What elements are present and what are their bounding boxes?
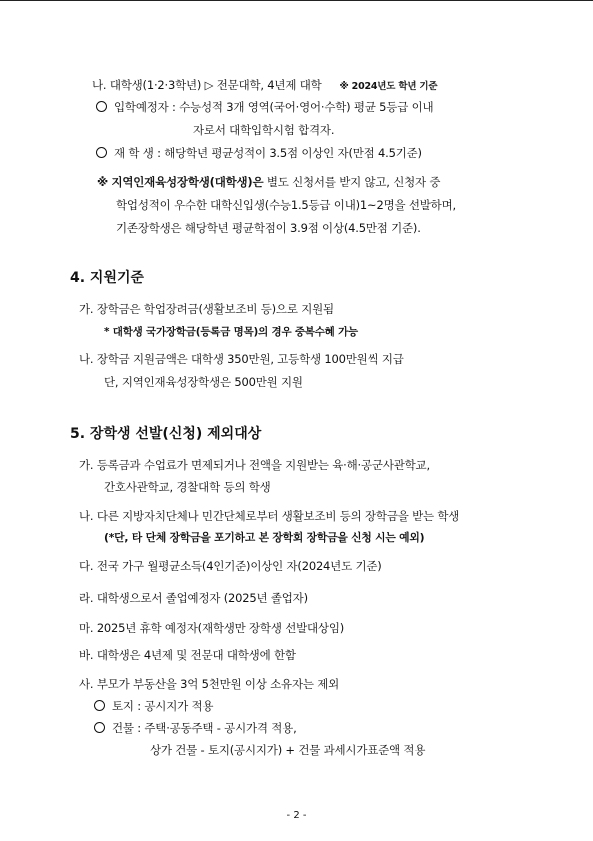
university-title: 나. 대학생(1·2·3학년) ▷ 전문대학, 4년제 대학 (92, 78, 322, 92)
top-rule (0, 0, 593, 1)
building-line2: 상가 건물 - 토지(공시지가) + 건물 과세시가표준액 적용 (150, 743, 426, 757)
note-bold: 지역인재육성장학생(대학생)은 (111, 175, 264, 189)
circle-bullet-icon (96, 101, 107, 112)
current-student-line (96, 146, 422, 160)
section4-na-line2: 단, 지역인재육성장학생은 500만원 지원 (104, 375, 303, 389)
section5-heading: 5. 장학생 선발(신청) 제외대상 (70, 426, 262, 442)
section5-ma: 마. 2025년 휴학 예정자(재학생만 장학생 선발대상임) (79, 621, 345, 635)
freshman-cont: 자로서 대학입학시험 합격자. (193, 123, 335, 137)
section5-ba: 바. 대학생은 4년제 및 전문대 대학생에 한함 (79, 648, 296, 662)
regional-note-line3: 기존장학생은 해당학년 평균학점이 3.9점 이상(4.5만점 기준). (116, 221, 421, 235)
section4-heading: 4. 지원기준 (70, 270, 145, 286)
section5-ga-line2: 간호사관학교, 경찰대학 등의 학생 (104, 480, 271, 494)
section4-na-line1: 나. 장학금 지원금액은 대학생 350만원, 고등학생 100만원씩 지급 (79, 352, 404, 366)
freshman-text: 입학예정자 : 수능성적 3개 영역(국어·영어·수학) 평균 5등급 이내 (114, 100, 434, 114)
building-text: 건물 : 주택·공동주택 - 공시가격 적용, (112, 721, 297, 735)
section5-sa: 사. 부모가 부동산을 3억 5천만원 이상 소유자는 제외 (79, 677, 340, 691)
page-number: - 2 - (286, 810, 307, 821)
regional-note-line2: 학업성적이 우수한 대학신입생(수능1.5등급 이내)1~2명을 선발하며, (116, 198, 456, 212)
section4-ga-note: * 대학생 국가장학금(등록금 명목)의 경우 중복수혜 가능 (104, 326, 358, 338)
current-student-text: 재 학 생 : 해당학년 평균성적이 3.5점 이상인 자(만점 4.5기준) (114, 146, 422, 160)
section5-ra: 라. 대학생으로서 졸업예정자 (2025년 졸업자) (79, 591, 308, 605)
circle-bullet-icon (94, 700, 105, 711)
land-line (94, 699, 213, 713)
section5-ga-line1: 가. 등록금과 수업료가 면제되거나 전액을 지원받는 육·해·공군사관학교, (79, 458, 430, 472)
regional-note-line1 (97, 175, 440, 189)
section4-ga: 가. 장학금은 학업장려금(생활보조비 등)으로 지원됨 (79, 302, 334, 316)
note-rest: 별도 신청서를 받지 않고, 신청자 중 (263, 175, 441, 189)
circle-bullet-icon (94, 722, 105, 733)
university-title-line (92, 78, 437, 94)
circle-bullet-icon (96, 147, 107, 158)
section5-da: 다. 전국 가구 월평균소득(4인기준)이상인 자(2024년도 기준) (79, 559, 382, 573)
reference-note: ※ 2024년도 학년 기준 (339, 81, 438, 92)
land-text: 토지 : 공시지가 적용 (112, 699, 214, 713)
section5-na-line2: (*단, 타 단체 장학금을 포기하고 본 장학회 장학금을 신청 시는 예외) (104, 531, 425, 544)
note-mark: ※ (97, 175, 108, 189)
building-line1 (94, 721, 297, 735)
freshman-line (96, 100, 433, 114)
section5-na-line1: 나. 다른 지방자치단체나 민간단체로부터 생활보조비 등의 장학금을 받는 학생 (79, 509, 460, 523)
